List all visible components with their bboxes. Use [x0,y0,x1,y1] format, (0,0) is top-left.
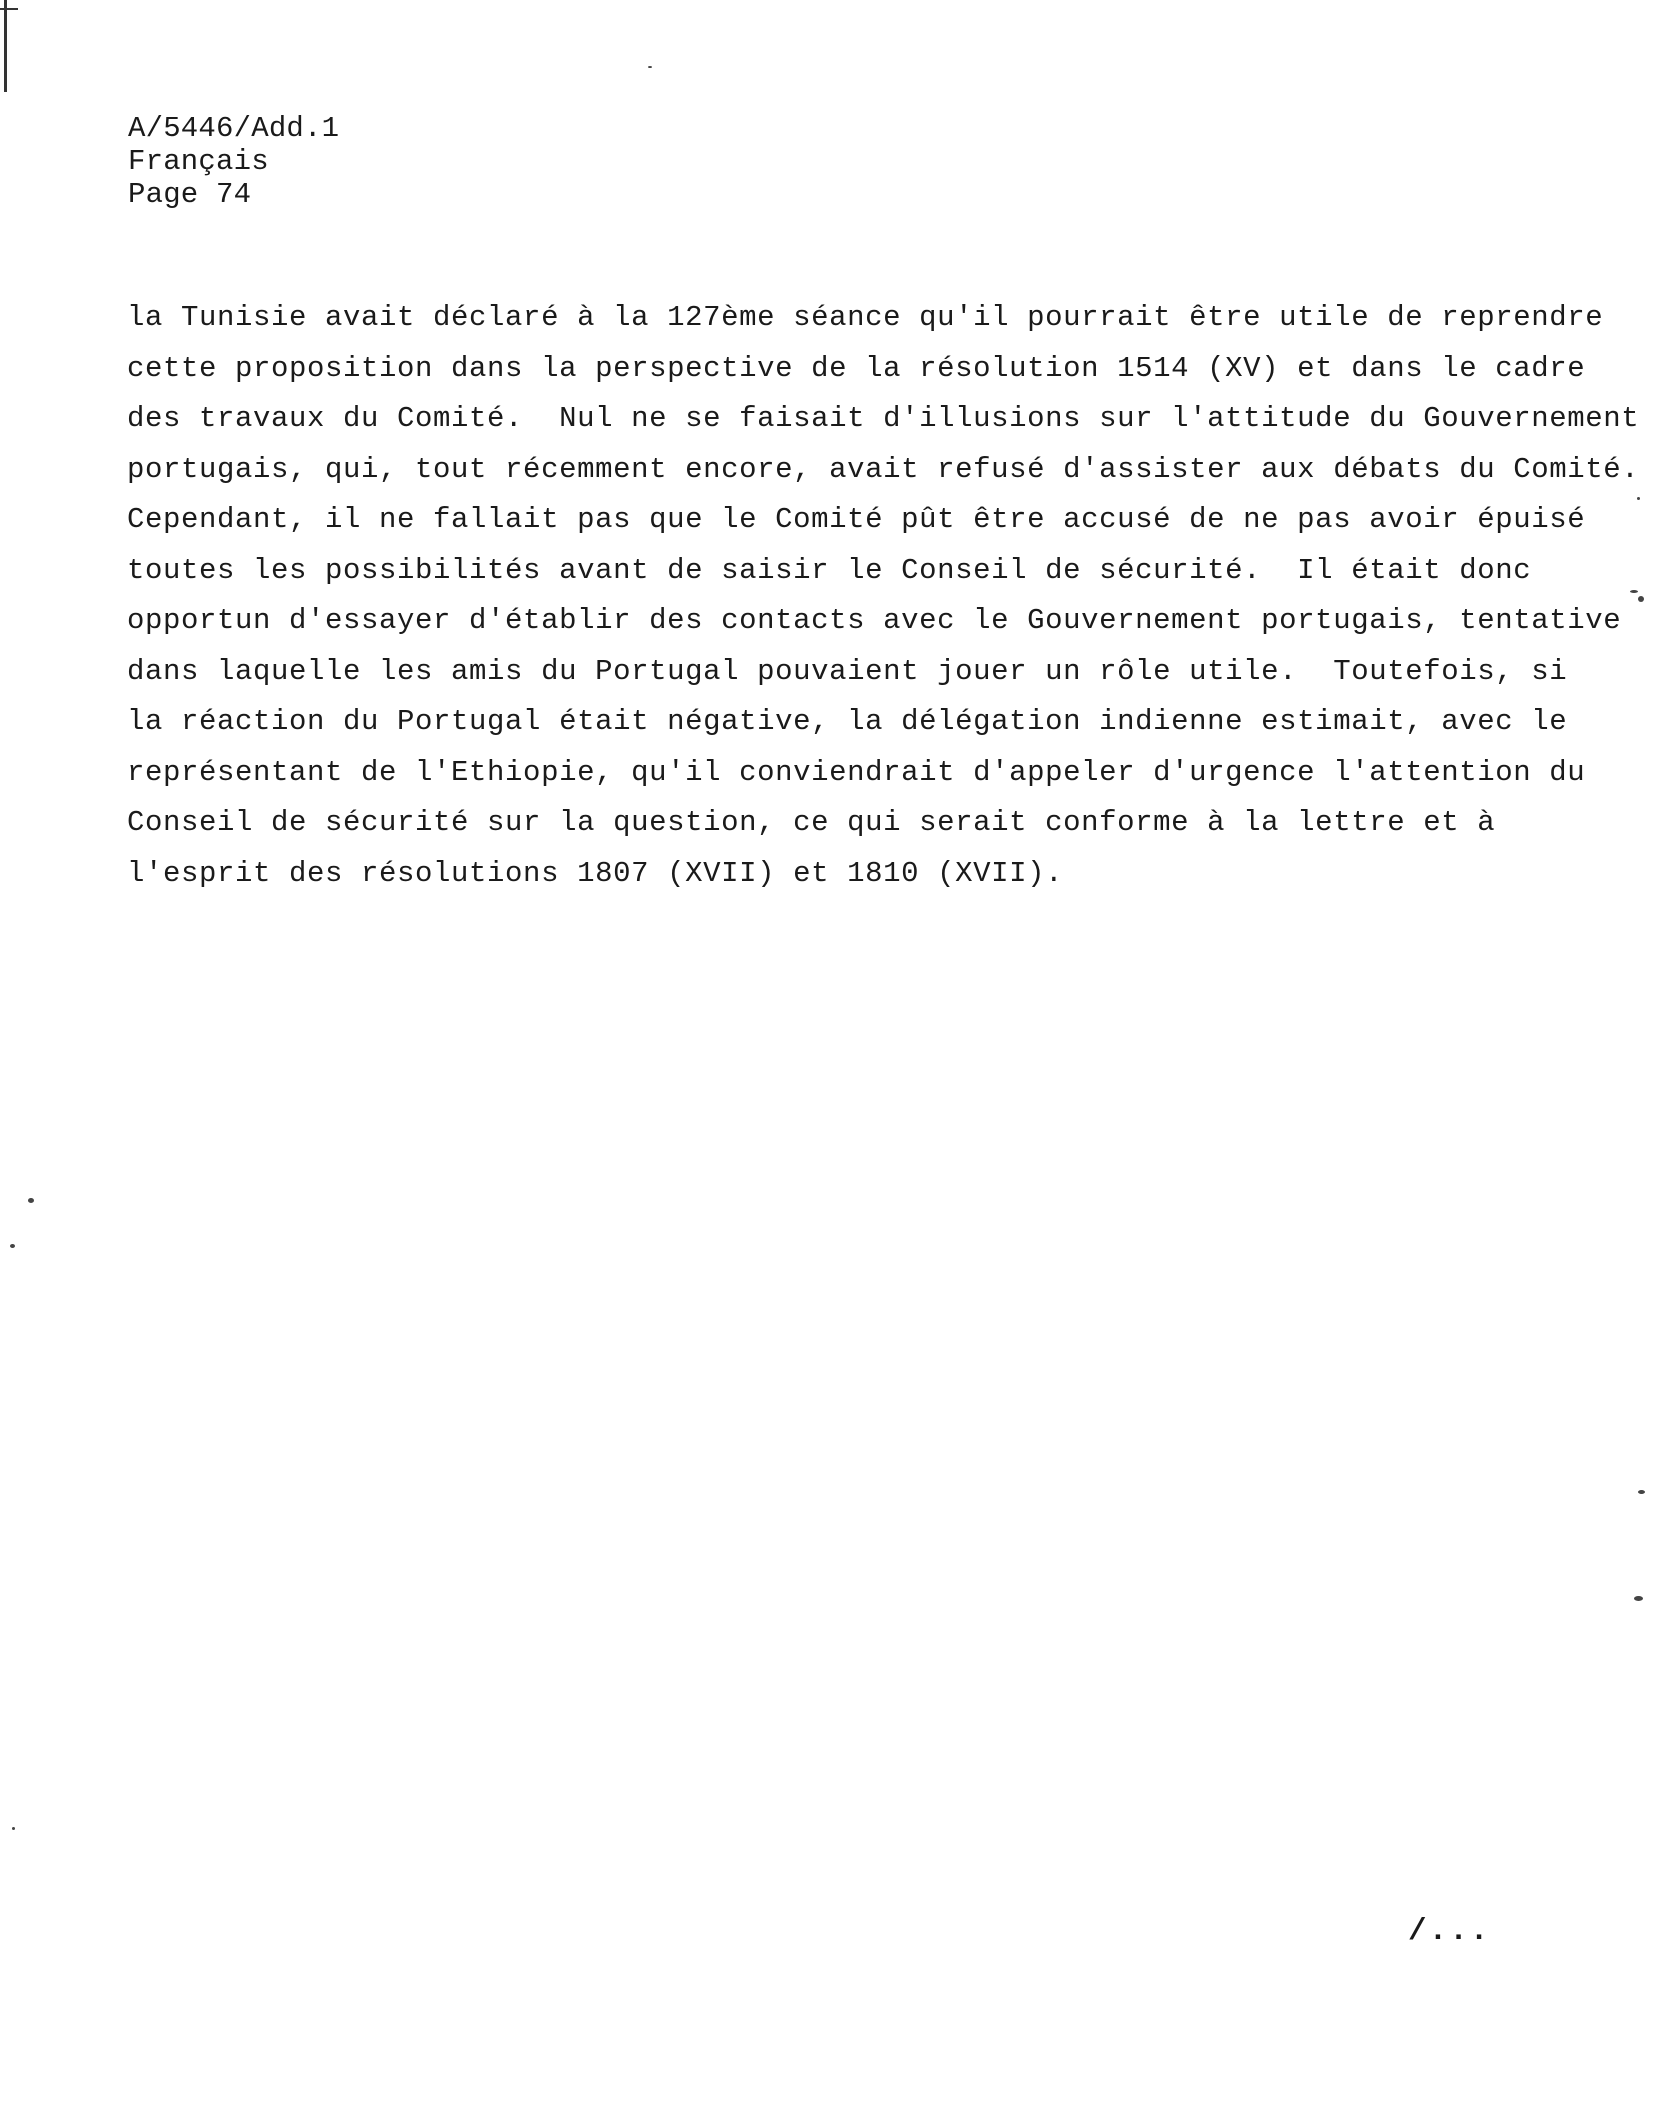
text-line: cette proposition dans la perspective de la résolution 1514 (XV) et dans le cadre [127,351,1586,385]
page-number: Page 74 [128,178,252,211]
text-line: portugais, qui, tout récemment encore, avait refusé d'assister aux débats du Comité. [127,452,1640,486]
scan-speck [1638,596,1644,602]
scan-edge-mark [0,8,18,10]
text-line: Cependant, il ne fallait pas que le Comité pût être accusé de ne pas avoir épuisé [127,503,1586,536]
scan-speck [1630,590,1638,593]
scan-speck [1634,1596,1643,1601]
scan-edge-mark [4,0,7,92]
text-line: la réaction du Portugal était négative, la délégation indienne estimait, avec le [127,705,1568,738]
text-line: représentant de l'Ethiopie, qu'il conviendrait d'appeler d'urgence l'attention du [127,755,1586,789]
text-line: la Tunisie avait déclaré à la 127ème séance qu'il pourrait être utile de reprendre [127,301,1604,334]
scan-speck [12,1827,15,1830]
document-language: Français [128,145,269,178]
body-paragraph [127,293,1640,899]
document-header [128,112,339,211]
continuation-mark: /... [1408,1914,1491,1949]
scan-speck [648,66,652,68]
text-line: dans laquelle les amis du Portugal pouvaient jouer un rôle utile. Toutefois, si [127,654,1568,688]
text-line: l'esprit des résolutions 1807 (XVII) et 1810 (XVII). [127,856,1064,890]
text-line: Conseil de sécurité sur la question, ce qui serait conforme à la lettre et à [127,806,1496,839]
document-symbol: A/5446/Add.1 [128,112,340,145]
text-line: des travaux du Comité. Nul ne se faisait d'illusions sur l'attitude du Gouvernement [127,402,1640,435]
text-line: toutes les possibilités avant de saisir le Conseil de sécurité. Il était donc [127,553,1532,587]
scan-speck [28,1198,34,1203]
scan-speck [1638,1490,1645,1494]
text-line: opportun d'essayer d'établir des contacts avec le Gouvernement portugais, tentative [127,604,1622,637]
scan-speck [1637,497,1640,500]
scan-speck [10,1244,15,1248]
